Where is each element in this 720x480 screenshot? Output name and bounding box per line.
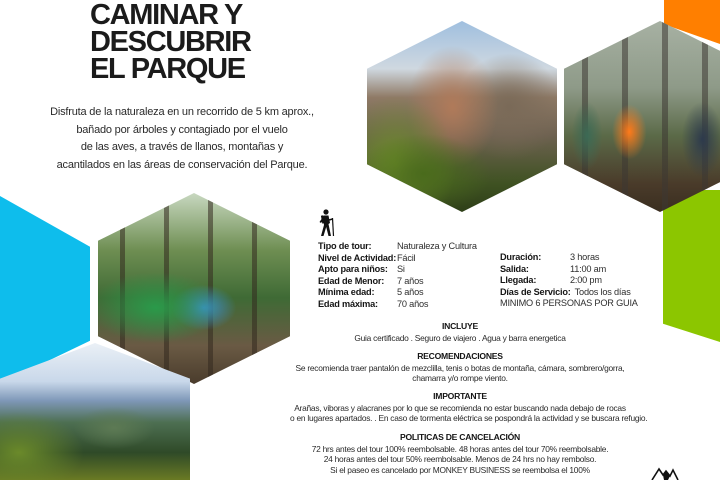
hikers-forest-photo: [564, 21, 720, 212]
tour-details-left: [318, 241, 477, 310]
detail-row: [318, 299, 477, 311]
detail-row: [500, 252, 638, 264]
recommendations-section: [290, 351, 630, 384]
section-line: 24 horas antes del tour 50% reembolsable. Menos de 24 hrs no hay rembolso.: [323, 454, 597, 464]
detail-value: 5 años: [397, 287, 424, 297]
section-line: o en lugares apartados. . En caso de tormenta eléctrica se pospondrá la actividad y se buscara refugio.: [290, 413, 648, 423]
intro-paragraph: [22, 104, 342, 174]
detail-row: [318, 253, 477, 265]
detail-value: Naturaleza y Cultura: [397, 241, 477, 251]
section-line: Arañas, viboras y alacranes por lo que se recomienda no estar buscando nada debajo de rocas: [294, 402, 626, 413]
intro-line: Disfruta de la naturaleza en un recorrido de 5 km aprox.,: [50, 106, 314, 118]
detail-value: Todos los días: [574, 286, 631, 297]
detail-value: 3 horas: [570, 252, 600, 262]
detail-key: Salida:: [500, 263, 529, 274]
hiker-icon: [318, 209, 336, 237]
section-line: 72 hrs antes del tour 100% reembolsable. 48 horas antes del tour 70% reembolsable.: [311, 443, 609, 454]
detail-key: Días de Servicio:: [500, 286, 571, 297]
detail-key: Llegada:: [500, 275, 537, 285]
title-line: EL PARQUE: [90, 53, 245, 85]
section-heading: RECOMENDACIONES: [417, 351, 503, 361]
detail-row: [318, 241, 477, 253]
detail-value: Si: [397, 264, 405, 274]
title-line: DESCUBRIR: [90, 26, 251, 58]
detail-key: Mínima edad:: [318, 287, 375, 297]
title-line: CAMINAR Y: [90, 0, 243, 31]
intro-line: acantilados en las áreas de conservación del Parque.: [56, 158, 308, 171]
section-line: Se recomienda traer pantalón de mezclilla, tenis o botas de montaña, cámara, sombrero/gorra,: [295, 362, 625, 373]
detail-row: [500, 287, 638, 299]
intro-line: de las aves, a través de llanos, montañas y: [80, 141, 284, 153]
detail-key: Apto para niños:: [318, 264, 388, 274]
detail-row: [500, 264, 638, 276]
detail-key: Nivel de Actividad:: [318, 252, 397, 263]
detail-value: 11:00 am: [570, 263, 607, 274]
detail-value: 7 años: [397, 275, 424, 286]
detail-key: Tipo de tour:: [318, 241, 372, 251]
detail-row: [318, 287, 477, 299]
detail-row: [318, 264, 477, 276]
detail-row: [500, 275, 638, 287]
intro-line: bañado por árboles y contagiado por el vuelo: [76, 123, 288, 136]
tour-details-right: [500, 252, 638, 310]
detail-key: Duración:: [500, 252, 542, 262]
mountain-logo-icon: [651, 464, 679, 480]
green-hexagon-decoration: [663, 190, 720, 342]
detail-row: [318, 276, 477, 288]
section-line: chamarra y/o rompe viento.: [412, 373, 508, 383]
cliffs-canyon-photo: [367, 21, 557, 212]
minimum-group-note: MINIMO 6 PERSONAS POR GUIA: [500, 298, 638, 308]
important-section: [290, 391, 648, 424]
cancellation-policy-section: [290, 432, 630, 475]
section-heading: INCLUYE: [442, 321, 478, 331]
detail-key: Edad de Menor:: [318, 275, 385, 286]
section-line: Si el paseo es cancelado por MONKEY BUSINESS se reembolsa el 100%: [330, 464, 590, 475]
section-heading: POLITICAS DE CANCELACIÓN: [399, 432, 521, 442]
section-line: Guia certificado . Seguro de viajero . Agua y barra energetica: [354, 332, 566, 343]
includes-section: [290, 321, 630, 343]
detail-value: Fácil: [397, 252, 416, 263]
section-heading: IMPORTANTE: [433, 391, 487, 401]
detail-key: Edad máxima:: [318, 298, 378, 309]
detail-value: 2:00 pm: [570, 275, 602, 285]
page-title: [90, 2, 265, 83]
detail-value: 70 años: [397, 298, 429, 309]
